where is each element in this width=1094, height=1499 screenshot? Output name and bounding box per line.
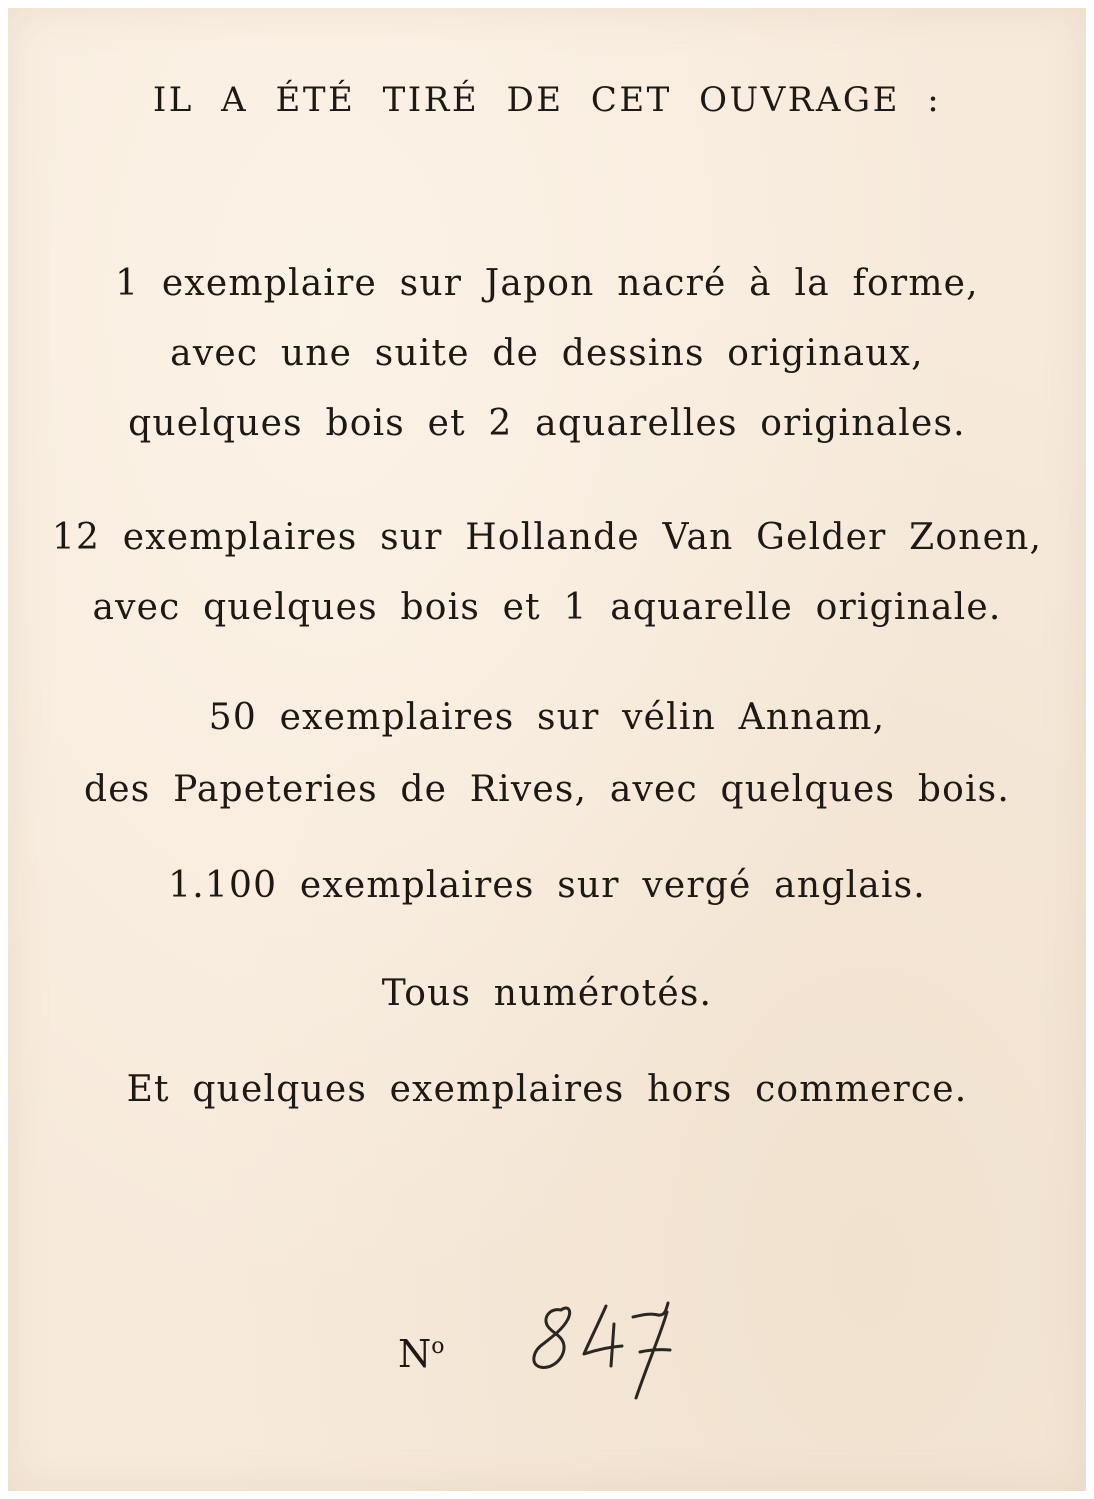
edition-line: 1.100 exemplaires sur vergé anglais. bbox=[168, 865, 926, 906]
edition-line: 1 exemplaire sur Japon nacré à la forme, bbox=[115, 263, 979, 304]
edition-line: avec quelques bois et 1 aquarelle originale. bbox=[92, 587, 1002, 628]
edition-line: 12 exemplaires sur Hollande Van Gelder Zonen, bbox=[51, 517, 1043, 558]
handwritten-copy-number bbox=[518, 1288, 698, 1413]
numbering-note: Tous numérotés. bbox=[381, 973, 713, 1014]
number-label: $N^o$ bbox=[398, 1332, 445, 1376]
justification-page bbox=[8, 8, 1086, 1491]
page-heading: IL A ÉTÉ TIRÉ DE CET OUVRAGE : bbox=[152, 80, 942, 120]
edition-line: avec une suite de dessins originaux, bbox=[170, 333, 924, 374]
edition-line: des Papeteries de Rives, avec quelques bois. bbox=[84, 769, 1010, 810]
copy-number bbox=[398, 1288, 718, 1418]
edition-line: quelques bois et 2 aquarelles originales. bbox=[128, 403, 966, 444]
hors-commerce-note: Et quelques exemplaires hors commerce. bbox=[126, 1069, 968, 1110]
edition-line: 50 exemplaires sur vélin Annam, bbox=[208, 697, 886, 738]
